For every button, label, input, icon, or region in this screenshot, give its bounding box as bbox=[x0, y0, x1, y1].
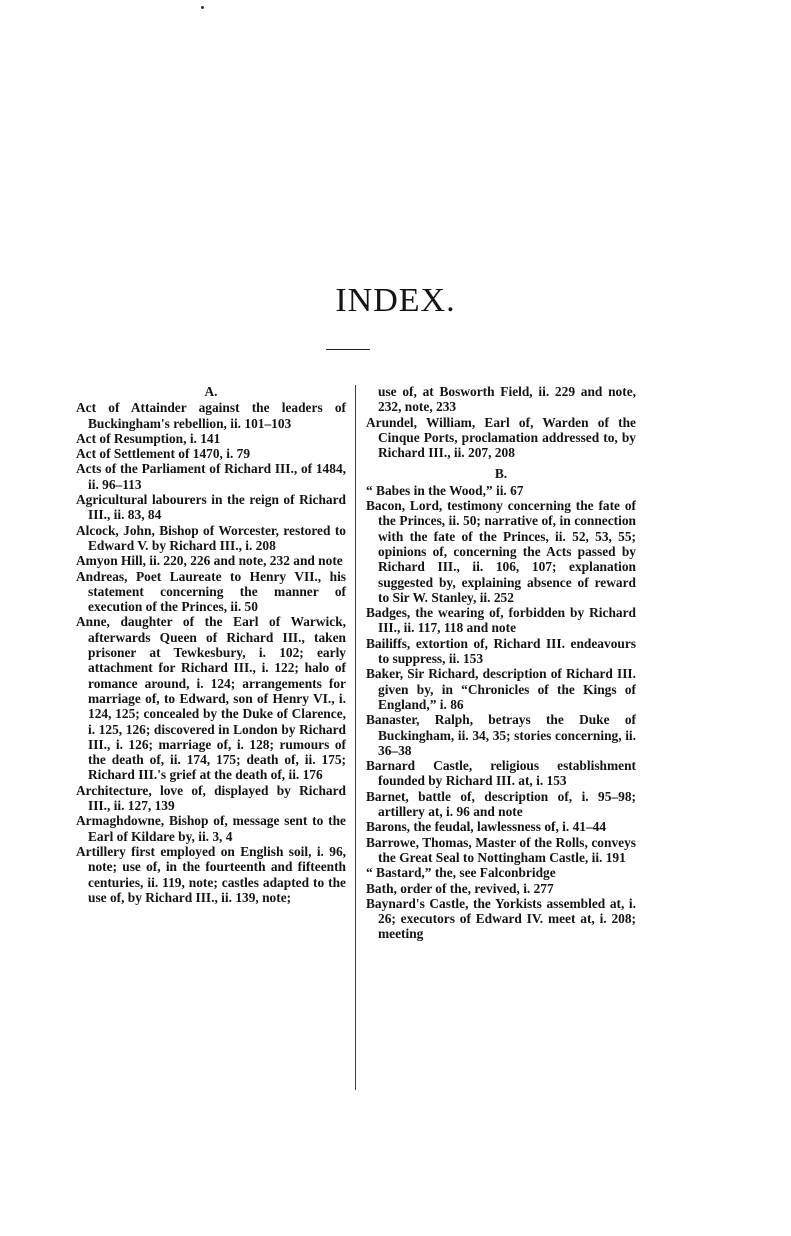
index-entry: Artillery first employed on English soil, i. 96, note; use of, in the fourteenth and fifteenth centuries, ii. 119, note; castles adapted to the use of, by Richard III., ii. 139, note; bbox=[76, 843, 346, 905]
index-entry: “ Bastard,” the, see Falconbridge bbox=[366, 865, 556, 881]
index-entry: Baynard's Castle, the Yorkists assembled at, i. 26; executors of Edward IV. meet at, i. 208; meeting bbox=[366, 895, 636, 942]
index-entry: Andreas, Poet Laureate to Henry VII., his statement concerning the manner of execution of the Princes, ii. 50 bbox=[76, 568, 346, 615]
index-entry: Armaghdowne, Bishop of, message sent to the Earl of Kildare by, ii. 3, 4 bbox=[76, 813, 346, 844]
index-entry: “ Babes in the Wood,” ii. 67 bbox=[366, 482, 524, 498]
index-entry: Barons, the feudal, lawlessness of, i. 41–44 bbox=[366, 819, 607, 835]
index-entry: Alcock, John, Bishop of Worcester, restored to Edward V. by Richard III., i. 208 bbox=[76, 522, 346, 553]
index-entry: Anne, daughter of the Earl of Warwick, afterwards Queen of Richard III., taken prisoner at Tewkesbury, i. 102; early attachment for Richard III., i. 122; halo of romance around, i. 124; arrangements for marriage of, to Edward, son of Henry VI., i. 124, 125; concealed by the Duke of Clarence, i. 125, 126; discovered in London by Richard III., i. 126; marriage of, i. 128; rumours of the death of, ii. 174, 175; death of, ii. 175; Richard III.'s grief at the death of, ii. 176 bbox=[76, 614, 346, 783]
index-entry: Bath, order of the, revived, i. 277 bbox=[366, 880, 554, 896]
index-entry: Barnet, battle of, description of, i. 95–98; artillery at, i. 96 and note bbox=[366, 788, 636, 820]
index-entry: Banaster, Ralph, betrays the Duke of Buckingham, ii. 34, 35; stories concerning, ii. 36–38 bbox=[366, 712, 636, 758]
index-entry: Act of Settlement of 1470, i. 79 bbox=[76, 446, 251, 462]
index-entry: Bailiffs, extortion of, Richard III. endeavours to suppress, ii. 153 bbox=[366, 635, 636, 667]
index-entry: Agricultural labourers in the reign of Richard III., ii. 83, 84 bbox=[76, 492, 346, 523]
index-entry-continuation: use of, at Bosworth Field, ii. 229 and note, 232, note, 233 bbox=[378, 384, 636, 415]
page-title: INDEX. bbox=[335, 282, 456, 319]
index-entry: Bacon, Lord, testimony concerning the fate of the Princes, ii. 50; narrative of, in connection with the fate of the Princes, ii. 52, 53, 55; opinions of, concerning the Acts passed by Richard III., ii. 106, 107; explanation suggested by, explaining absence of reward to Sir W. Stanley, ii. 252 bbox=[366, 498, 636, 605]
right-column bbox=[366, 384, 636, 942]
index-entry: Barrowe, Thomas, Master of the Rolls, conveys the Great Seal to Nottingham Castle, ii. 191 bbox=[366, 834, 636, 865]
index-entry: Architecture, love of, displayed by Richard III., ii. 127, 139 bbox=[76, 782, 346, 814]
page-speck bbox=[201, 6, 204, 9]
index-entry: Act of Resumption, i. 141 bbox=[76, 430, 221, 446]
section-letter-a: A. bbox=[204, 384, 218, 399]
index-entry: Arundel, William, Earl of, Warden of the Cinque Ports, proclamation addressed to, by Richard III., ii. 207, 208 bbox=[366, 414, 636, 461]
column-divider bbox=[355, 385, 356, 1090]
index-entry: Barnard Castle, religious establishment founded by Richard III. at, i. 153 bbox=[366, 758, 636, 789]
index-entry: Badges, the wearing of, forbidden by Richard III., ii. 117, 118 and note bbox=[366, 605, 636, 636]
left-column bbox=[76, 384, 346, 905]
title-rule bbox=[326, 349, 370, 350]
index-entry: Acts of the Parliament of Richard III., of 1484, ii. 96–113 bbox=[76, 461, 346, 492]
section-letter-b: B. bbox=[494, 466, 508, 482]
index-entry: Amyon Hill, ii. 220, 226 and note, 232 and note bbox=[76, 553, 343, 569]
index-entry: Baker, Sir Richard, description of Richard III. given by, in “Chronicles of the Kings of England,” i. 86 bbox=[366, 666, 636, 712]
index-entry: Act of Attainder against the leaders of Buckingham's rebellion, ii. 101–103 bbox=[76, 400, 346, 431]
